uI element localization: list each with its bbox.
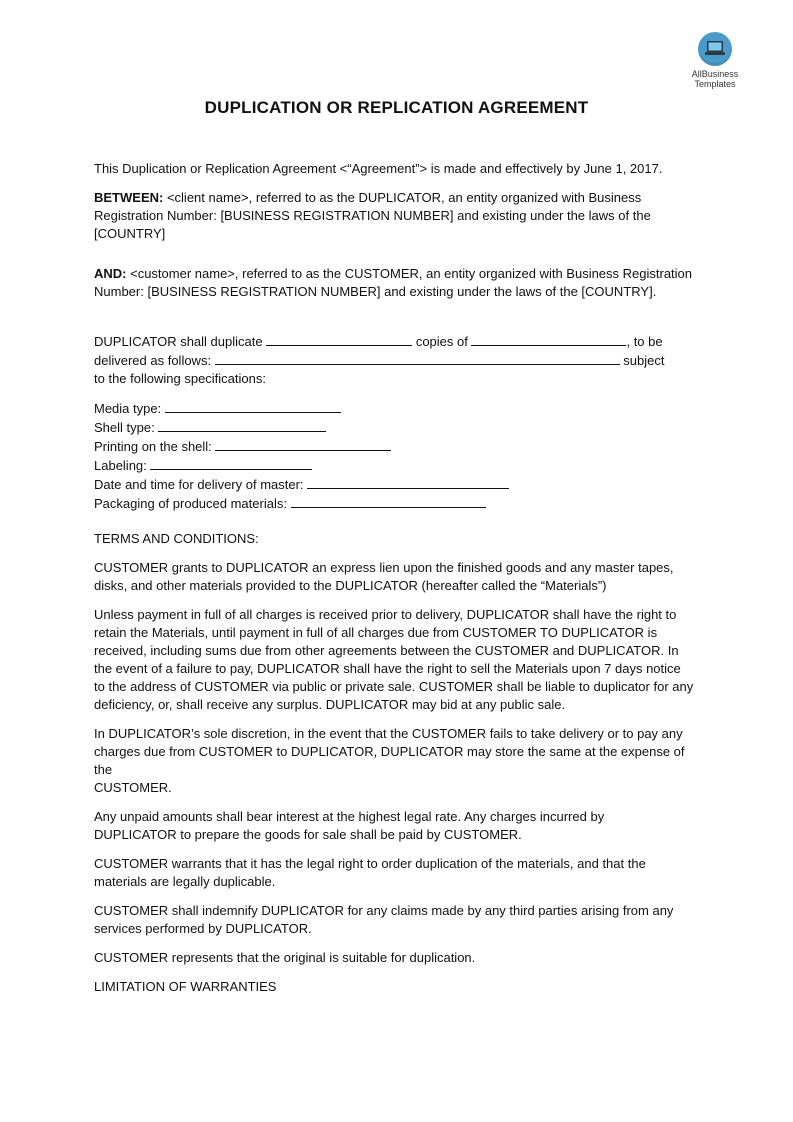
warranty-paragraph: CUSTOMER warrants that it has the legal right to order duplication of the materials, and that the materials are legally duplicable. bbox=[94, 856, 646, 889]
between-paragraph: BETWEEN: <client name>, referred to as the DUPLICATOR, an entity organized with Business Registration Number: [BUSINESS REGISTRATION NUMBER] and existing under the laws of the [COUNTRY] bbox=[94, 190, 651, 241]
logo-text: AllBusiness Templates bbox=[691, 69, 739, 89]
copies-count-blank[interactable] bbox=[266, 332, 412, 346]
media-type-blank[interactable] bbox=[165, 399, 341, 413]
indemnify-paragraph: CUSTOMER shall indemnify DUPLICATOR for any claims made by any third parties arising from any services performed by DUPLICATOR. bbox=[94, 903, 674, 936]
labeling-blank[interactable] bbox=[150, 456, 312, 470]
and-paragraph: AND: <customer name>, referred to as the CUSTOMER, an entity organized with Business Registration Number: [BUSINESS REGISTRATION NUMBER] and existing under the laws of the [COUNTRY]. bbox=[94, 266, 693, 299]
spec-media-type: Media type: bbox=[94, 399, 704, 418]
spec-printing: Printing on the shell: bbox=[94, 437, 704, 456]
lien-paragraph: CUSTOMER grants to DUPLICATOR an express lien upon the finished goods and any master tapes, disks, and other materials provided to the DUPLICATOR (hereafter called the “Materials”) bbox=[94, 560, 674, 593]
storage-paragraph: In DUPLICATOR’s sole discretion, in the event that the CUSTOMER fails to take delivery or to pay any charges due from CUSTOMER to DUPLICATOR, DUPLICATOR may store the same at the expense of the CUSTOMER. bbox=[94, 726, 685, 795]
delivery-blank[interactable] bbox=[215, 351, 620, 365]
duplicate-paragraph: DUPLICATOR shall duplicate copies of , to be delivered as follows: subject to the following specifications: bbox=[94, 334, 665, 386]
page-title: DUPLICATION OR REPLICATION AGREEMENT bbox=[204, 98, 589, 117]
spec-date-time: Date and time for delivery of master: bbox=[94, 475, 704, 494]
laptop-icon bbox=[698, 32, 732, 66]
document-body bbox=[94, 160, 704, 996]
intro-paragraph: This Duplication or Replication Agreement <“Agreement”> is made and effectively by June 1, 2017. bbox=[94, 161, 663, 176]
spec-labeling: Labeling: bbox=[94, 456, 704, 475]
shell-type-blank[interactable] bbox=[158, 418, 326, 432]
original-paragraph: CUSTOMER represents that the original is suitable for duplication. bbox=[94, 950, 476, 965]
printing-blank[interactable] bbox=[215, 437, 391, 451]
specifications-list bbox=[94, 399, 704, 513]
copies-of-blank[interactable] bbox=[471, 332, 626, 346]
spec-packaging: Packaging of produced materials: bbox=[94, 494, 704, 513]
interest-paragraph: Any unpaid amounts shall bear interest at the highest legal rate. Any charges incurred by DUPLICATOR to prepare the goods for sale shall be paid by CUSTOMER. bbox=[94, 809, 605, 842]
packaging-blank[interactable] bbox=[291, 494, 486, 508]
spec-shell-type: Shell type: bbox=[94, 418, 704, 437]
between-label: BETWEEN: bbox=[94, 190, 164, 205]
limitation-heading: LIMITATION OF WARRANTIES bbox=[94, 979, 277, 994]
date-time-blank[interactable] bbox=[307, 475, 509, 489]
payment-paragraph: Unless payment in full of all charges is received prior to delivery, DUPLICATOR shall have the right to retain the Materials, until payment in full of all charges due from CUSTOMER TO DUPLICATOR is received, including sums due from other agreements between the CUSTOMER and DUPLICATOR. In the event of a failure to pay, DUPLICATOR shall have the right to sell the Materials upon 7 days notice to the address of CUSTOMER via public or private sale. CUSTOMER shall be liable to duplicator for any deficiency, or, shall receive any surplus. DUPLICATOR may bid at any public sale. bbox=[94, 607, 694, 712]
terms-heading: TERMS AND CONDITIONS: bbox=[94, 531, 259, 546]
allbusiness-logo bbox=[683, 32, 747, 89]
and-label: AND: bbox=[94, 266, 127, 281]
